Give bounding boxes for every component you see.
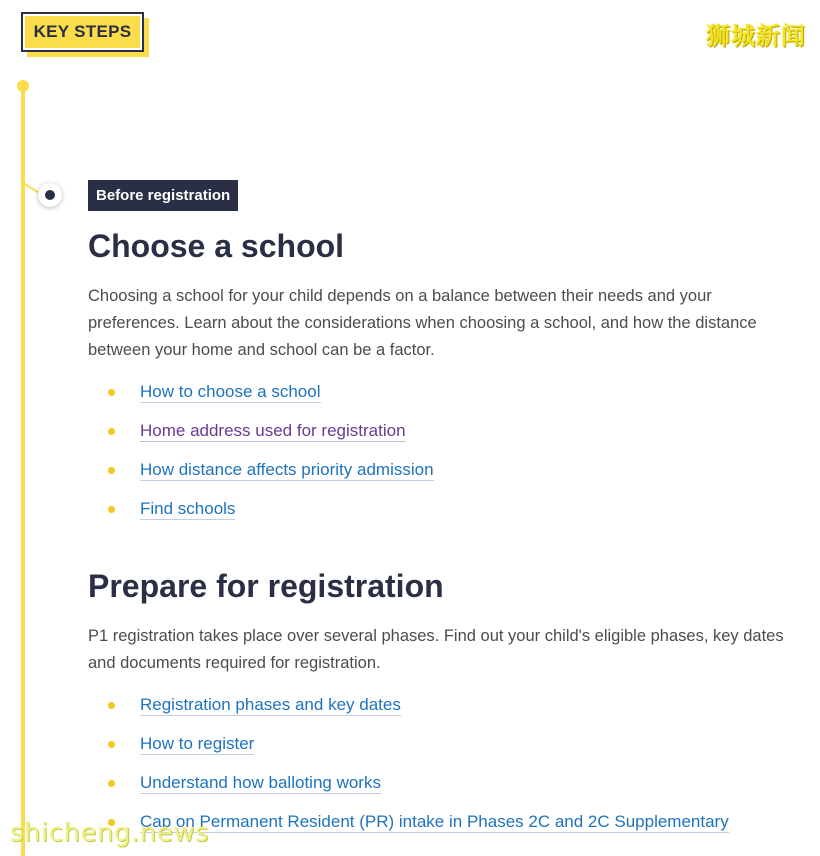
bullet-icon	[108, 506, 115, 513]
list-item	[88, 419, 788, 458]
timeline-start-dot	[17, 80, 29, 92]
step-marker-dot	[45, 190, 55, 200]
step-marker	[38, 183, 62, 207]
timeline-line	[21, 86, 25, 856]
list-item	[88, 732, 788, 771]
list-item	[88, 380, 788, 419]
link-pr-cap[interactable]: Cap on Permanent Resident (PR) intake in Phases 2C and 2C Supplementary	[140, 812, 729, 831]
section-title-choose-school: Choose a school	[88, 228, 345, 264]
link-balloting[interactable]: Understand how balloting works	[140, 773, 381, 792]
section-description-prepare-registration: P1 registration takes place over several phases. Find out your child's eligible phases, key dates and documents required for registration.	[88, 627, 784, 672]
bullet-icon	[108, 741, 115, 748]
list-item	[88, 693, 788, 732]
step-content	[88, 180, 788, 849]
link-find-schools[interactable]: Find schools	[140, 499, 236, 518]
bullet-icon	[108, 702, 115, 709]
key-steps-badge	[21, 12, 144, 52]
bullet-icon	[108, 780, 115, 787]
watermark-bottom: shicheng.news	[10, 818, 210, 848]
link-list-choose-school	[88, 380, 788, 536]
section-title-prepare-registration: Prepare for registration	[88, 568, 444, 604]
key-steps-label: KEY STEPS	[25, 16, 140, 48]
list-item	[88, 458, 788, 497]
bullet-icon	[108, 389, 115, 396]
bullet-icon	[108, 428, 115, 435]
list-item	[88, 771, 788, 810]
link-distance-priority[interactable]: How distance affects priority admission	[140, 460, 434, 479]
step-tag: Before registration	[88, 180, 238, 211]
section-description-choose-school: Choosing a school for your child depends on a balance between their needs and your preferences. Learn about the considerations when choosing a school, and how the distance between your home and school can be a factor.	[88, 287, 757, 359]
bullet-icon	[108, 467, 115, 474]
list-item	[88, 497, 788, 536]
watermark-top: 狮城新闻	[706, 22, 806, 50]
link-home-address[interactable]: Home address used for registration	[140, 421, 406, 440]
link-how-to-register[interactable]: How to register	[140, 734, 255, 753]
link-how-to-choose-school[interactable]: How to choose a school	[140, 382, 321, 401]
link-registration-phases[interactable]: Registration phases and key dates	[140, 695, 401, 714]
